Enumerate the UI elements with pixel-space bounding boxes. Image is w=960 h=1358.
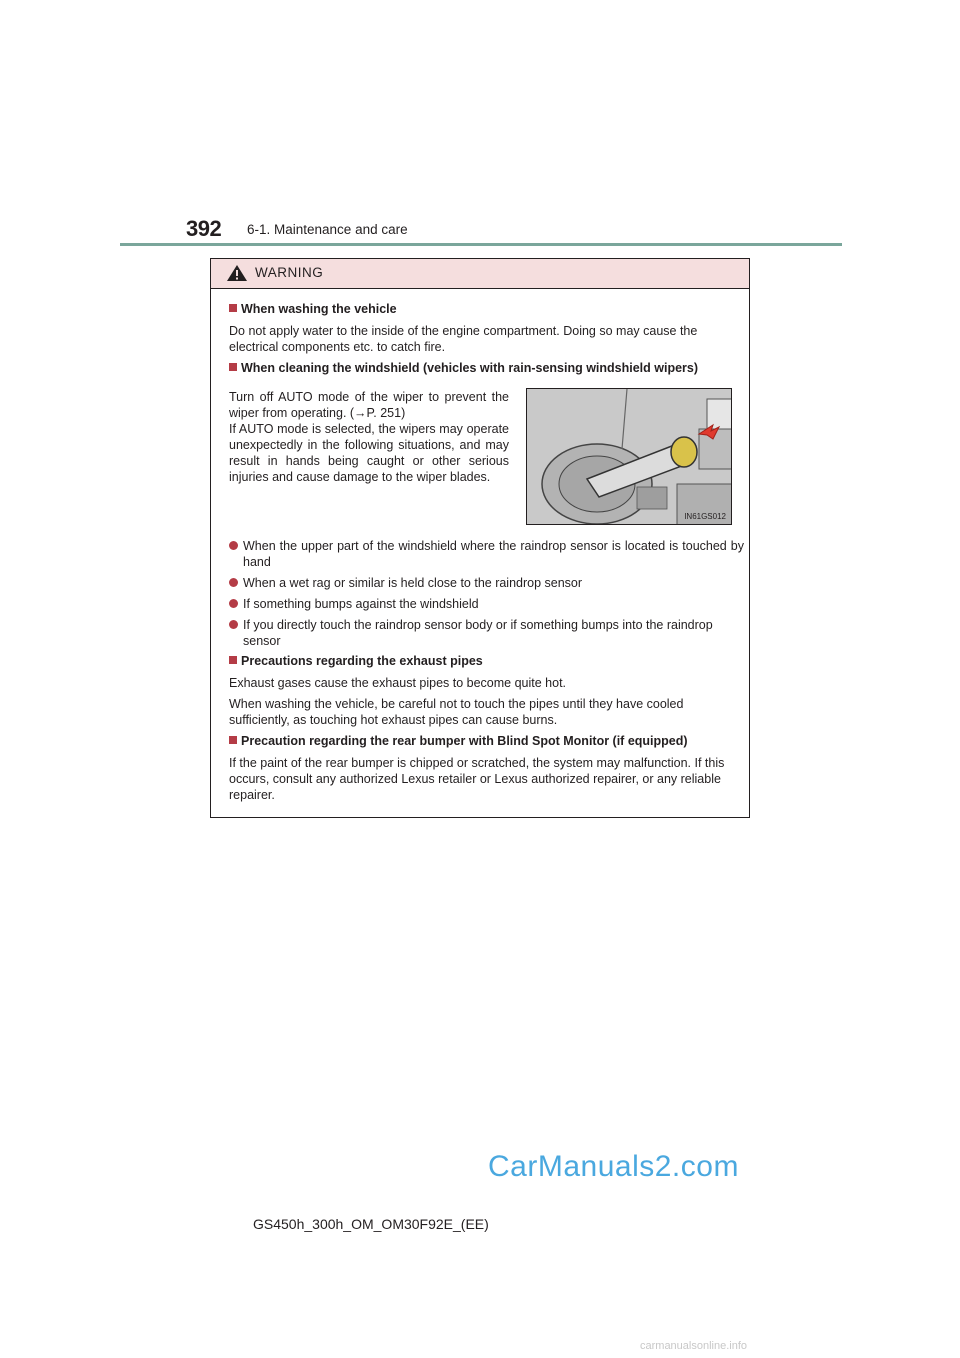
bullet-dot-icon bbox=[229, 541, 238, 550]
header-rule bbox=[120, 243, 842, 246]
list-item: If something bumps against the windshield bbox=[229, 596, 744, 612]
list-item: If you directly touch the raindrop sensor body or if something bumps into the raindrop sensor bbox=[229, 617, 744, 649]
heading-washing: When washing the vehicle bbox=[229, 302, 397, 316]
footer-doc-code: GS450h_300h_OM_OM30F92E_(EE) bbox=[253, 1216, 489, 1232]
heading-square-icon bbox=[229, 363, 237, 371]
watermark-carmanualsonline: carmanualsonline.info bbox=[640, 1340, 748, 1352]
text-bumper: If the paint of the rear bumper is chipped or scratched, the system may malfunction. If this occurs, consult any authorized Lexus retailer or Lexus authorized repairer, or any reliable repairer. bbox=[229, 756, 725, 802]
text-auto-intro: Turn off AUTO mode of the wiper to prevent the wiper from operating. (→P. 251) bbox=[229, 390, 509, 420]
warning-triangle-icon bbox=[226, 264, 248, 282]
warning-box bbox=[210, 258, 750, 818]
heading-exhaust: Precautions regarding the exhaust pipes bbox=[229, 654, 483, 668]
page-number: 392 bbox=[186, 216, 222, 241]
bullet-dot-icon bbox=[229, 599, 238, 608]
text-washing: Do not apply water to the inside of the engine compartment. Doing so may cause the electrical components etc. to catch fire. bbox=[229, 324, 698, 354]
heading-square-icon bbox=[229, 656, 237, 664]
watermark-carmanuals2: CarManuals2.com bbox=[488, 1150, 739, 1183]
bullet-dot-icon bbox=[229, 620, 238, 629]
text-auto-body: If AUTO mode is selected, the wipers may operate unexpectedly in the following situations, and may result in hands being caught or other serious injuries and cause damage to the wiper blades. bbox=[229, 422, 509, 484]
section-title: 6-1. Maintenance and care bbox=[247, 222, 408, 237]
list-item: When a wet rag or similar is held close to the raindrop sensor bbox=[229, 575, 744, 591]
text-exhaust-2: When washing the vehicle, be careful not to touch the pipes until they have cooled sufficiently, as touching hot exhaust pipes can cause burns. bbox=[229, 697, 684, 727]
warning-title: WARNING bbox=[255, 265, 324, 280]
list-item: When the upper part of the windshield where the raindrop sensor is located is touched by hand bbox=[229, 538, 744, 570]
heading-windshield: When cleaning the windshield (vehicles with rain-sensing windshield wipers) bbox=[229, 361, 698, 375]
figure-id: IN61GS012 bbox=[684, 512, 726, 521]
heading-bumper: Precaution regarding the rear bumper with Blind Spot Monitor (if equipped) bbox=[229, 734, 688, 748]
wiper-switch-figure bbox=[526, 388, 732, 525]
wiper-lever-illustration bbox=[527, 389, 732, 525]
heading-square-icon bbox=[229, 304, 237, 312]
bullet-dot-icon bbox=[229, 578, 238, 587]
text-exhaust-1: Exhaust gases cause the exhaust pipes to become quite hot. bbox=[229, 676, 567, 690]
warning-header bbox=[211, 259, 749, 289]
heading-square-icon bbox=[229, 736, 237, 744]
